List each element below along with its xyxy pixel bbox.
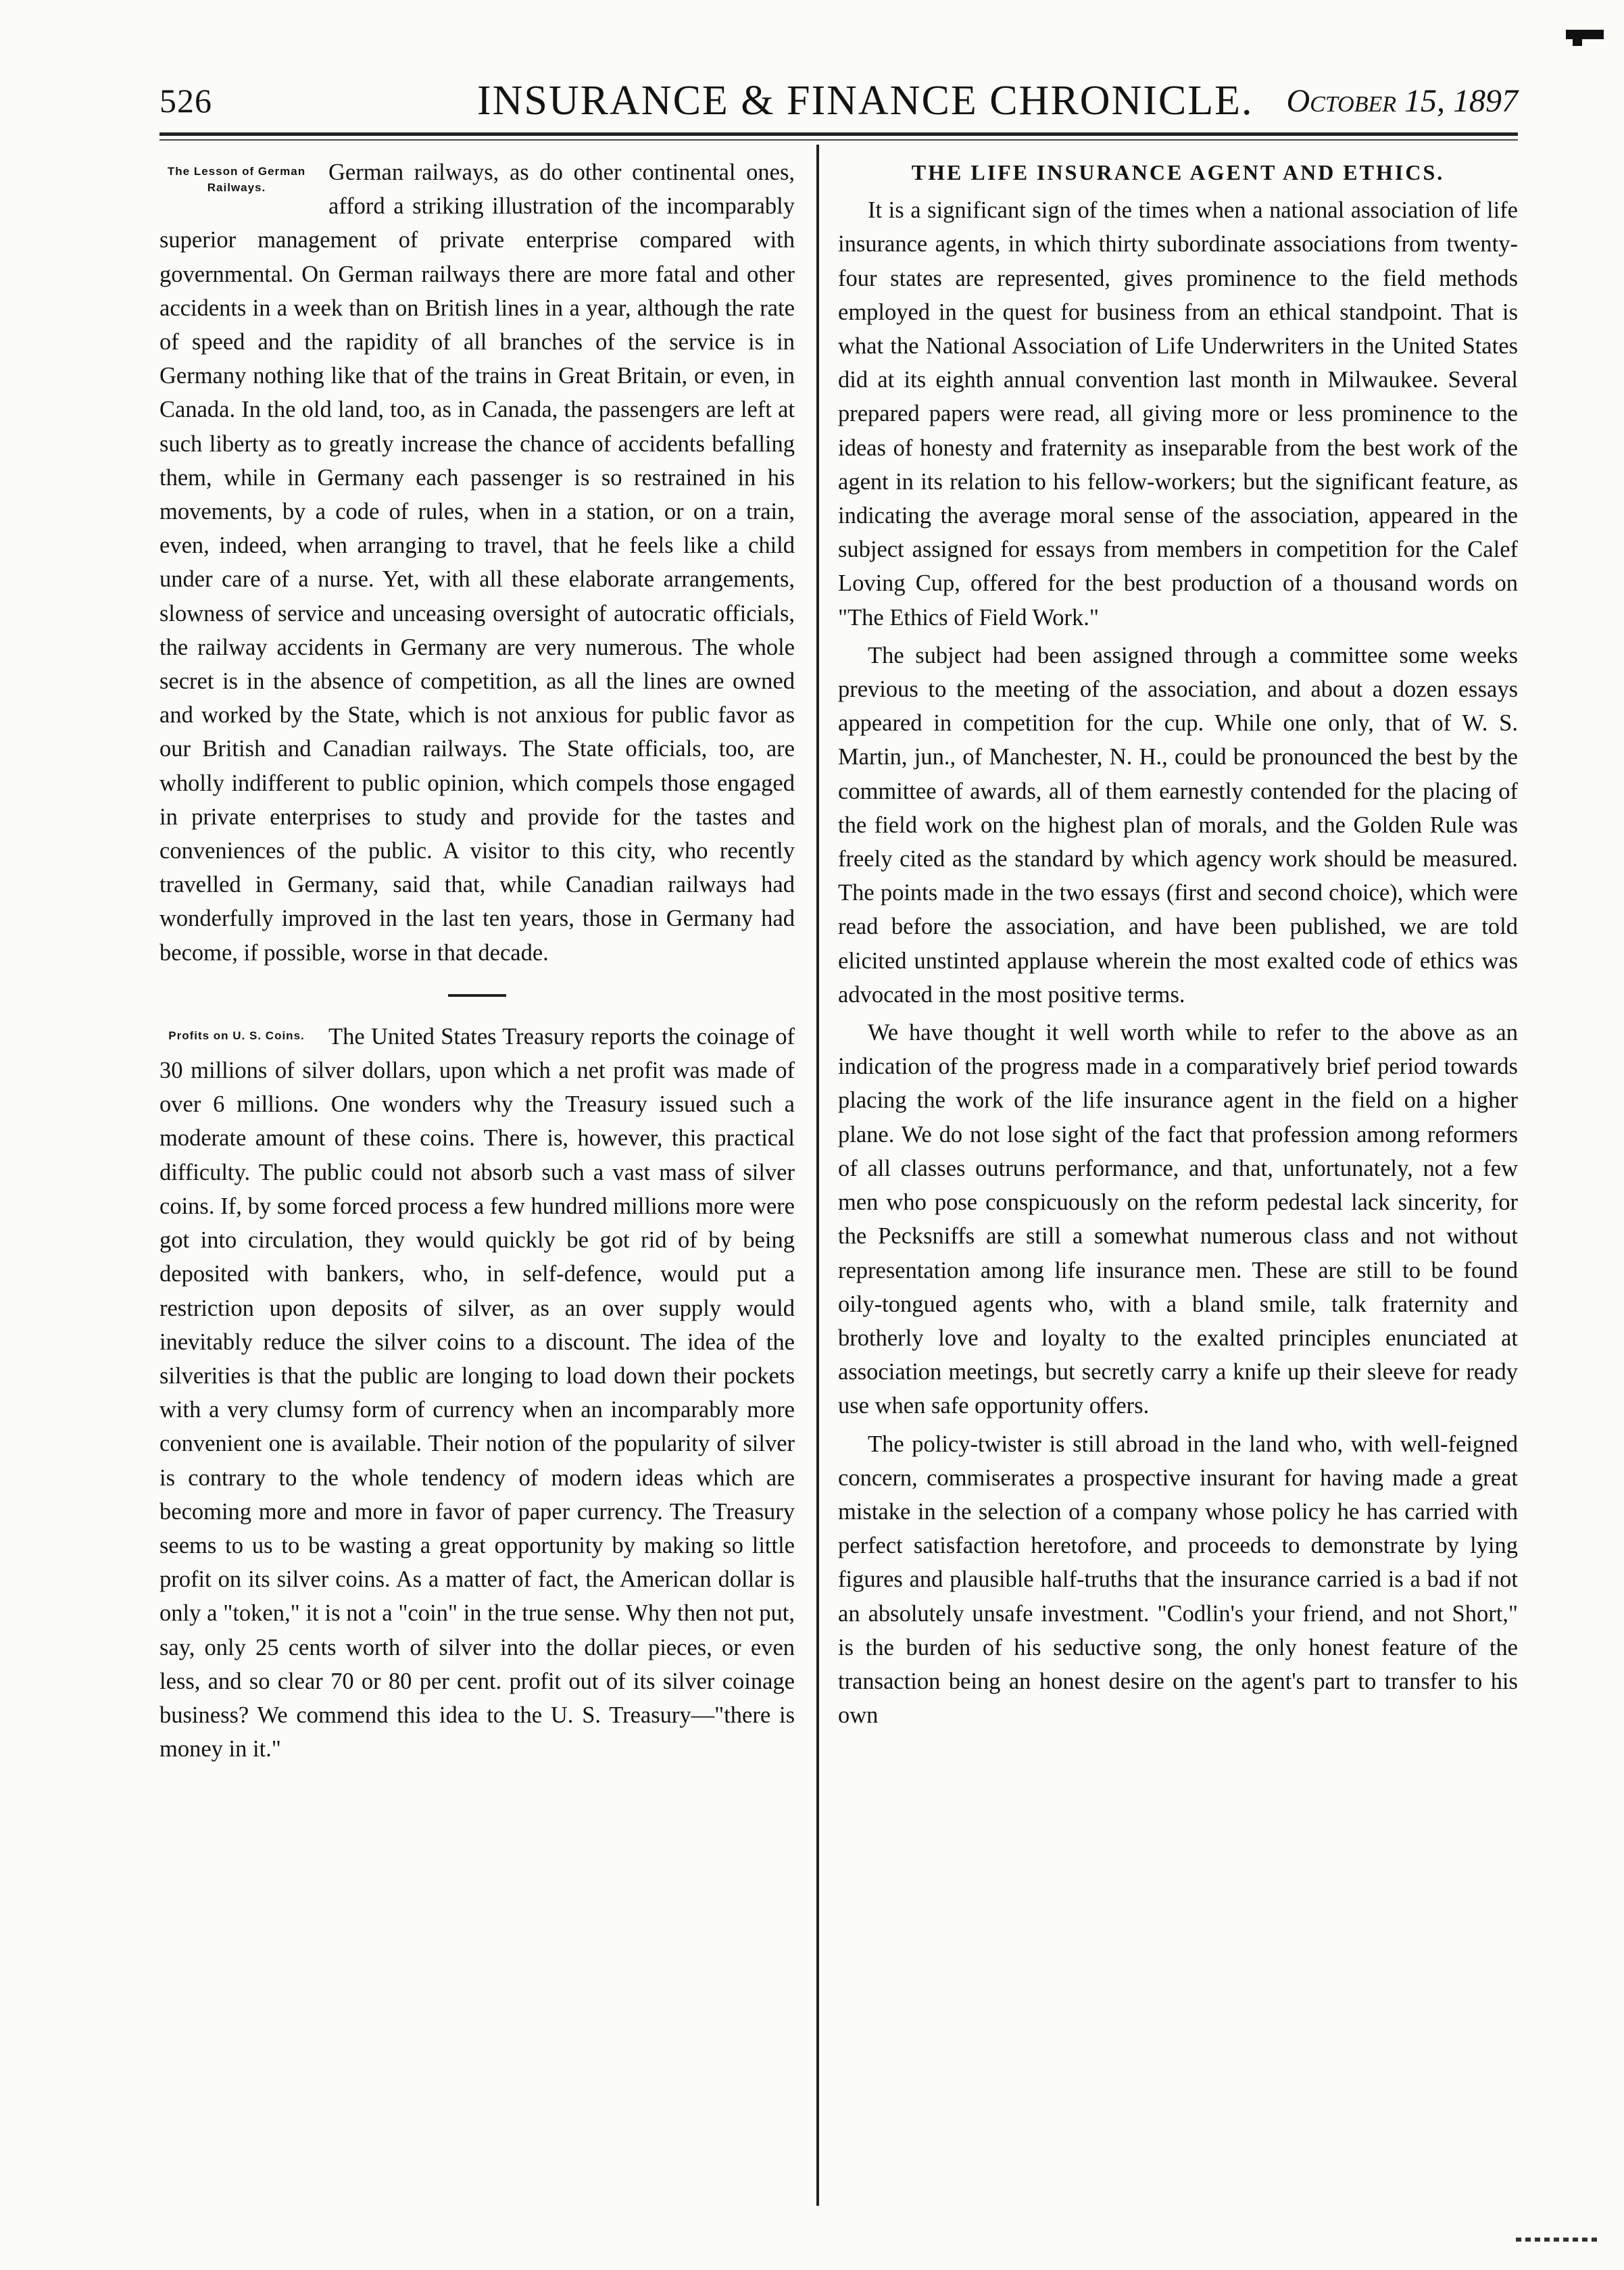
page-header — [159, 68, 1518, 142]
corner-scan-mark-small — [1573, 39, 1582, 46]
issue-date: October 15, 1897 — [1286, 83, 1518, 119]
header-rule-thin — [159, 139, 1518, 141]
paragraph-2: The subject had been assigned through a committee some weeks previous to the meeting of the association, and about a dozen essays appeared in competition for the cup. While one only, that of W. S. Martin, jun., of Manchester, N. H., could be pronounced the best by the committee of awards, all of them earnestly contended for the placing of the field work on the highest plan of morals, and the Golden Rule was freely cited as the standard by which agency work should be measured. The points made in the two essays (first and second choice), which were read before the association, and have been published, we are told elicited unstinted applause wherein the most exalted code of ethics was advocated in the most positive terms. — [838, 642, 1518, 1008]
article-german-railways: German railways, as do other continental ones, afford a striking illustration of the incomparably superior management of private enterprise compared with governmental. On German railways there are more fatal and other accidents in a week than on British lines in a year, although the rate of speed and the rapidity of all branches of the service is in Germany nothing like that of the trains in Great Britain, or even, in Canada. In the old land, too, as in Canada, the passengers are left at such liberty as to greatly increase the chance of accidents befalling them, while in Germany each passenger is so restrained in his movements, by a code of rules, when in a station, or on a train, even, indeed, when arranging to travel, that he feels like a child under care of a nurse. Yet, with all these elaborate arrangements, slowness of service and unceasing oversight of autocratic officials, the railway accidents in Germany are very numerous. The whole secret is in the absence of competition, as all the lines are owned and worked by the State, which is not anxious for public favor as our British and Canadian railways. The State officials, too, are wholly indifferent to public opinion, which compels those engaged in private enterprises to study and provide for the tastes and conveniences of the public. A visitor to this city, who recently travelled in Germany, said that, while Canadian railways had wonderfully improved in the last ten years, those in Germany had become, if possible, worse in that decade. — [159, 159, 795, 966]
page-number: 526 — [159, 82, 212, 120]
publication-title: INSURANCE & FINANCE CHRONICLE. — [477, 78, 1254, 124]
sidenote-us-coins: Profits on U. S. Coins. — [168, 1029, 305, 1042]
article-us-coins: The United States Treasury reports the coinage of 30 millions of silver dollars, upon which a net profit was made of over 6 millions. One wonders why the Treasury issued such a moderate amount of these coins. There is, however, this practical difficulty. The public could not absorb such a vast mass of silver coins. If, by some forced process a few hundred millions more were got into circulation, they would quickly be got rid of by being deposited with bankers, who, in self-defence, would put a restriction upon deposits of silver, as an over supply would inevitably reduce the silver coins to a discount. The idea of the silverities is that the public are longing to load down their pockets with a very clumsy form of currency when an incomparably more convenient one is available. Their notion of the popularity of silver is contrary to the whole tendency of modern ideas which are becoming more and more in favor of paper currency. The Treasury seems to us to be wasting a great opportunity by making so little profit on its silver coins. As a matter of fact, the American dollar is only a "token," it is not a "coin" in the true sense. Why then not put, say, only 25 cents worth of silver into the dollar pieces, or even less, and so clear 70 or 80 per cent. profit out of its silver coinage business? We commend this idea to the U. S. Treasury—"there is money in it." — [159, 1023, 795, 1762]
corner-scan-mark — [1566, 30, 1604, 39]
article-title-life-insurance: THE LIFE INSURANCE AGENT AND ETHICS. — [911, 160, 1445, 184]
paragraph-3: We have thought it well worth while to refer to the above as an indication of the progress made in a comparatively brief period towards placing the work of the life insurance agent in the field on a higher plane. We do not lose sight of the fact that profession among reformers of all classes outruns performance, and that, unfortunately, not a few men who pose conspicuously on the reform pedestal lack sincerity, for the Pecksniffs are still a somewhat numerous class and not without representation among life insurance men. These are still to be found oily-tongued agents who, with a bland smile, talk fraternity and brotherly love and loyalty to the exalted principles enunciated at association meetings, but secretly carry a knife up their sleeve for ready use when safe opportunity offers. — [838, 1020, 1518, 1419]
sidenote-german-railways: The Lesson of German Railways. — [167, 165, 306, 194]
footer-scan-mark — [1516, 2238, 1597, 2242]
right-column — [838, 155, 1518, 1736]
column-divider — [816, 145, 819, 2206]
header-rule — [159, 132, 1518, 136]
left-column — [159, 155, 795, 1770]
article-separator — [448, 994, 506, 997]
paragraph-1: It is a significant sign of the times when a national association of life insurance agents, in which thirty subordinate associations from twenty-four states are represented, gives prominence to the field methods employed in the quest for business from an ethical standpoint. That is what the National Association of Life Underwriters in the United States did at its eighth annual convention last month in Milwaukee. Several prepared papers were read, all giving more or less prominence to the ideas of honesty and fraternity as inseparable from the best work of the agent in its relation to his fellow-workers; but the significant feature, as indicating the average moral sense of the association, appeared in the subject assigned for essays from members in competition for the Calef Loving Cup, offered for the best production of a thousand words on "The Ethics of Field Work." — [838, 197, 1518, 631]
paragraph-4: The policy-twister is still abroad in the land who, with well-feigned concern, commiserates a prospective insurant for having made a great mistake in the selection of a company whose policy he has carried with perfect satisfaction heretofore, and proceeds to demonstrate by lying figures and plausible half-truths that the insurance carried is a bad if not an absolutely unsafe investment. "Codlin's your friend, and not Short," is the burden of his seductive song, the only honest feature of the transaction being an honest desire on the agent's part to transfer to his own — [838, 1431, 1518, 1729]
